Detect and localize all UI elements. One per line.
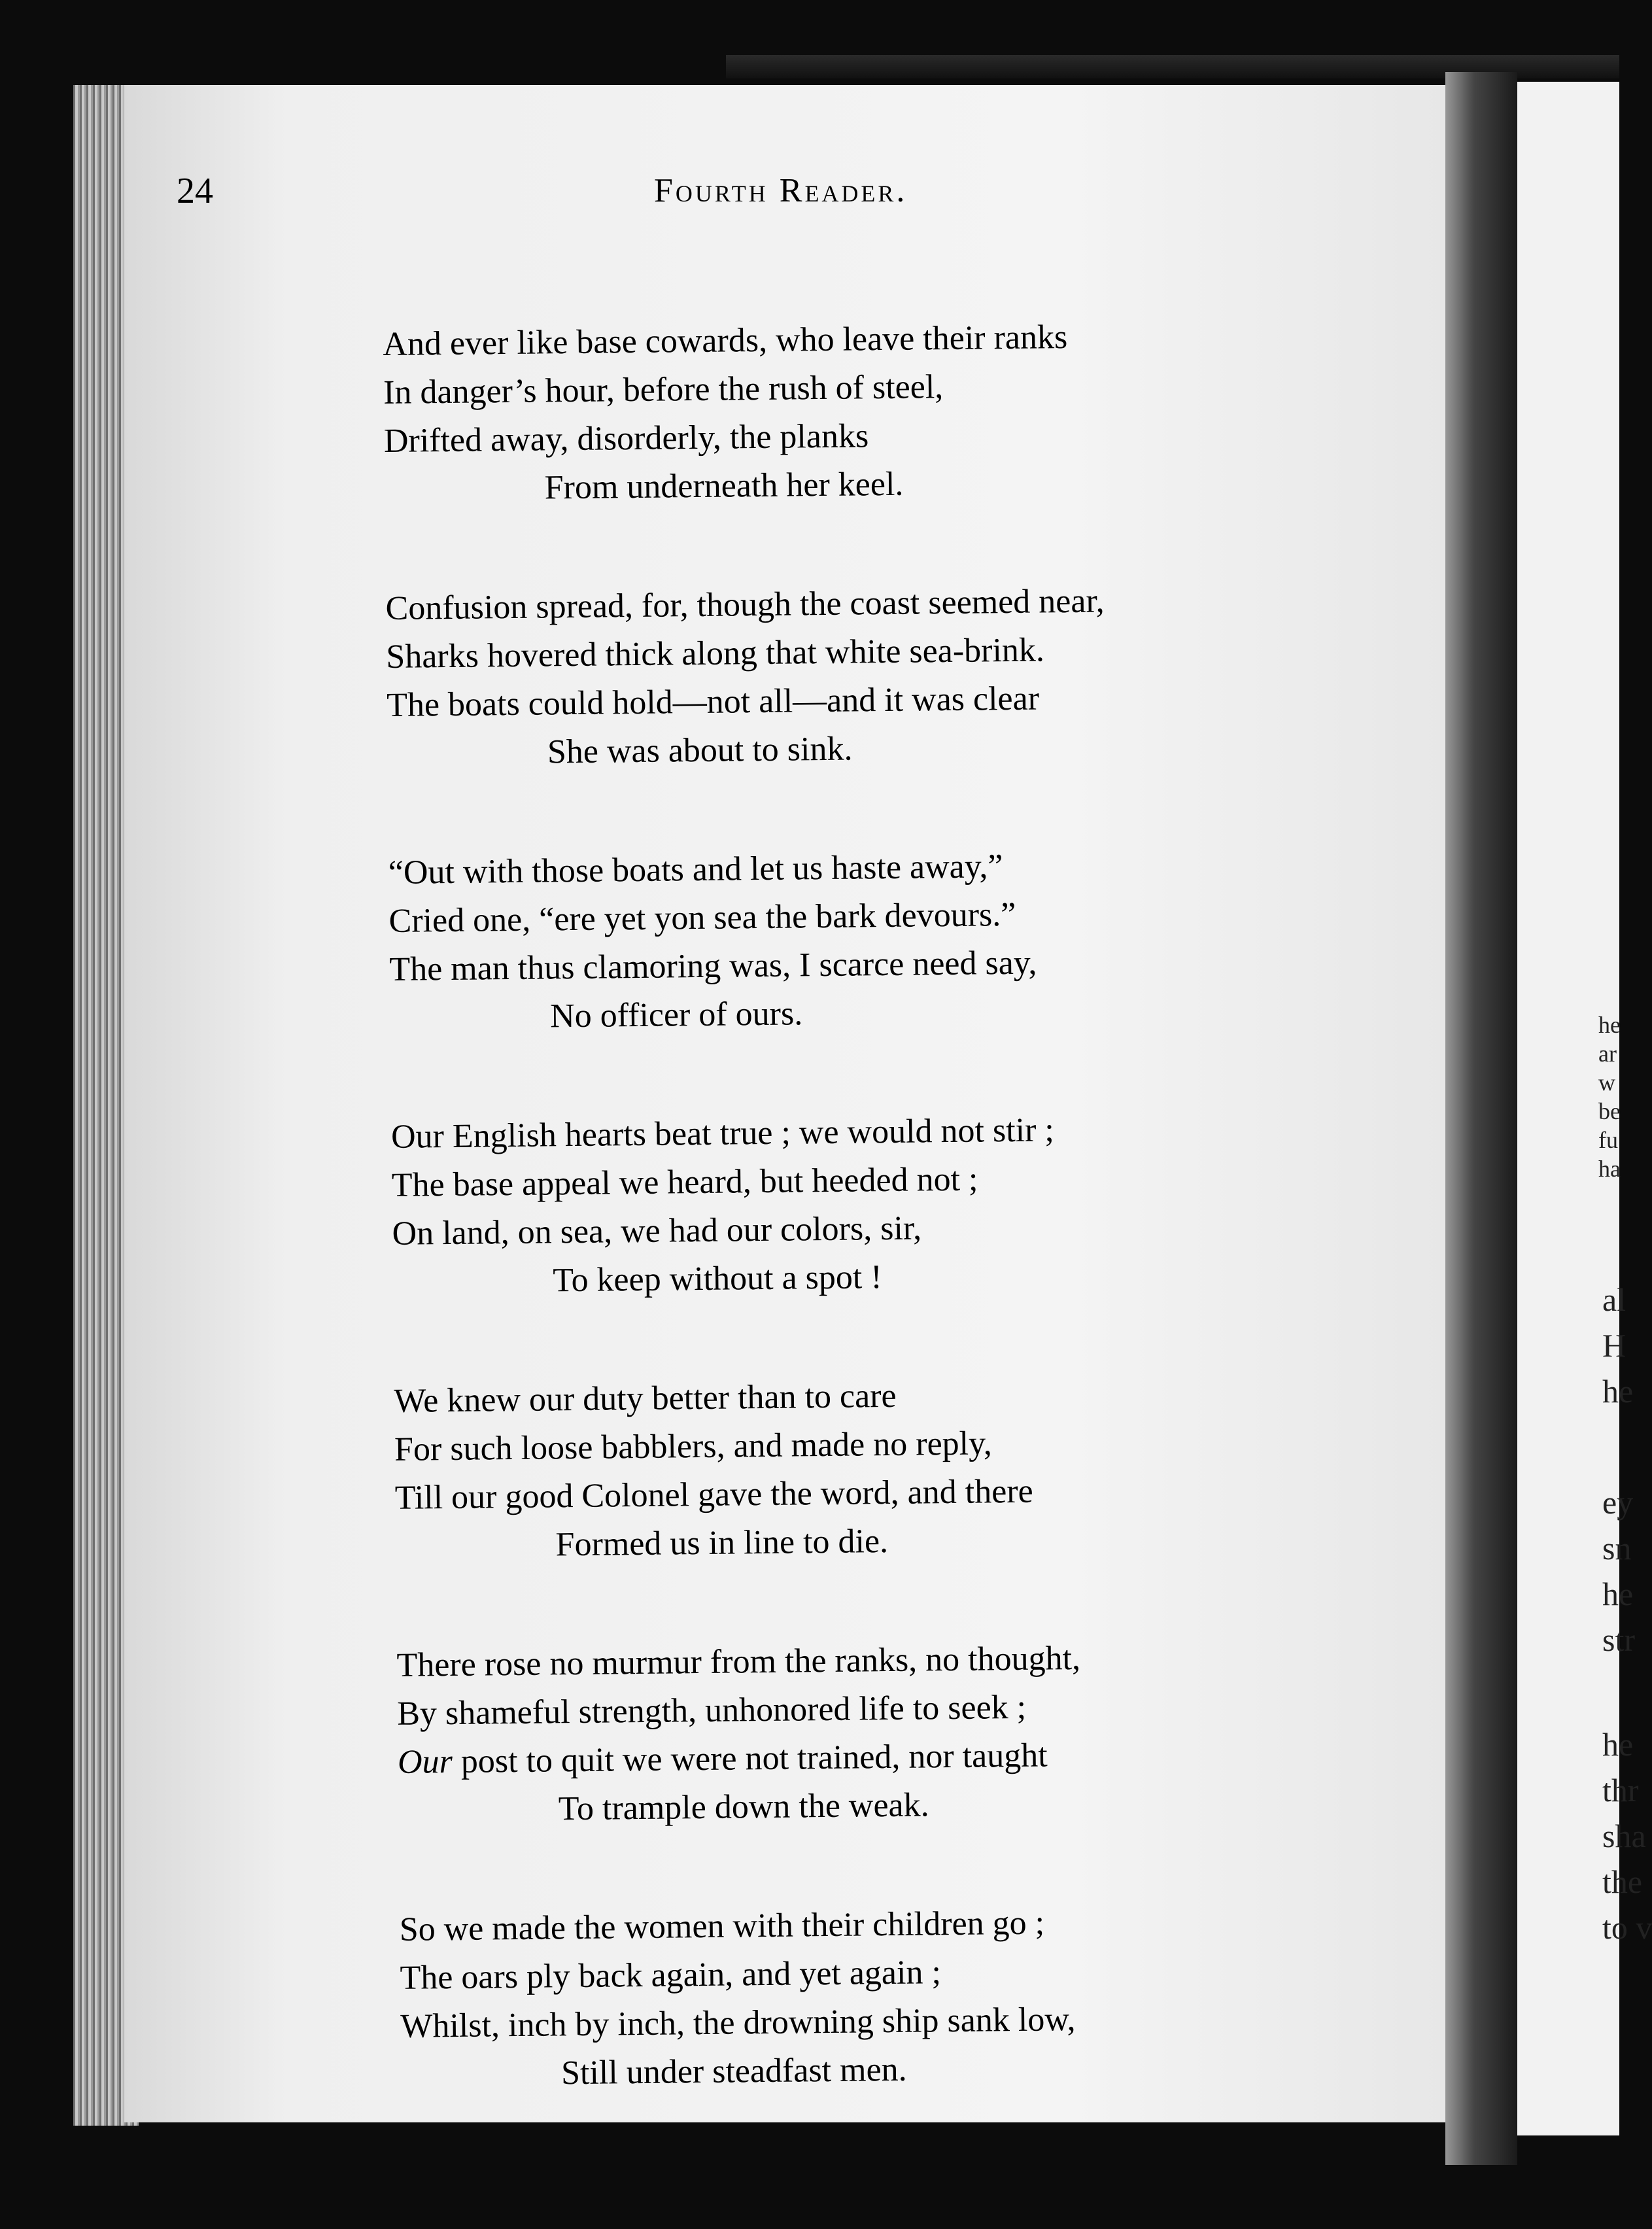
- book-gutter: [1445, 72, 1517, 2165]
- text-fragment: he: [1598, 1012, 1621, 1038]
- italic-word: Our: [397, 1743, 453, 1781]
- text-fragment: sha: [1602, 1818, 1646, 1854]
- text-fragment: ar: [1598, 1041, 1617, 1067]
- poem: [383, 310, 1383, 2170]
- text-fragment: he: [1602, 1726, 1634, 1763]
- text-fragment: he: [1602, 1576, 1634, 1612]
- next-page: [1517, 82, 1652, 2135]
- poem-line: She was about to sink.: [547, 730, 853, 771]
- poem-line: We knew our duty better than to care: [394, 1377, 897, 1420]
- poem-line: The boats could hold—not all—and it was clear: [386, 680, 1040, 724]
- line-rest: post to quit we were not trained, nor taught: [460, 1737, 1048, 1780]
- text-fragment: the: [1602, 1863, 1643, 1900]
- poem-line: Sharks hovered thick along that white sea-brink.: [386, 631, 1045, 676]
- poem-line: To keep without a spot !: [553, 1258, 882, 1300]
- text-fragment: be: [1598, 1098, 1621, 1124]
- poem-line: So we made the women with their children go ;: [399, 1904, 1045, 1948]
- poem-line: Our English hearts beat true ; we would not stir ;: [390, 1111, 1055, 1156]
- running-head: Fourth Reader.: [654, 172, 908, 209]
- poem-line: By shameful strength, unhonored life to seek ;: [397, 1688, 1027, 1733]
- text-fragment: he: [1602, 1373, 1634, 1409]
- poem-line: For such loose babblers, and made no reply,: [394, 1425, 992, 1468]
- text-fragment: thr: [1602, 1772, 1639, 1808]
- text-fragment: to v: [1602, 1909, 1652, 1946]
- stanza-5: [394, 1367, 1377, 1571]
- poem-line: Still under steadfast men.: [560, 2050, 907, 2092]
- poem-line: Formed us in line to die.: [555, 1523, 889, 1564]
- text-fragment: al: [1602, 1281, 1626, 1318]
- poem-line: To trample down the weak.: [558, 1786, 929, 1828]
- stanza-7: [399, 1895, 1382, 2099]
- poem-line: The base appeal we heard, but heeded not ;: [391, 1160, 978, 1204]
- poem-line: Confusion spread, for, though the coast seemed near,: [385, 582, 1105, 627]
- poem-line: The man thus clamoring was, I scarce need say,: [389, 944, 1037, 988]
- poem-line: Till our good Colonel gave the word, and there: [394, 1472, 1033, 1517]
- stanza-1: [383, 310, 1366, 514]
- text-fragment: str: [1602, 1621, 1635, 1658]
- poem-line: No officer of ours.: [549, 995, 803, 1035]
- text-fragment: H: [1602, 1327, 1626, 1364]
- stanza-3: [388, 838, 1371, 1043]
- poem-line: On land, on sea, we had our colors, sir,: [392, 1209, 922, 1253]
- text-fragment: w: [1598, 1069, 1615, 1096]
- text-fragment: ey: [1602, 1484, 1634, 1521]
- poem-line: From underneath her keel.: [544, 465, 904, 507]
- page-number: 24: [177, 171, 213, 211]
- poem-line: And ever like base cowards, who leave their ranks: [383, 319, 1068, 363]
- poem-line: There rose no murmur from the ranks, no thought,: [396, 1639, 1081, 1684]
- poem-line: The oars ply back again, and yet again ;: [400, 1954, 942, 1997]
- poem-line: Drifted away, disorderly, the planks: [383, 417, 869, 460]
- stanza-6: [396, 1631, 1379, 1835]
- poem-line: In danger’s hour, before the rush of steel,: [383, 368, 944, 411]
- poem-line: “Out with those boats and let us haste away,”: [388, 848, 1003, 891]
- text-fragment: fu: [1598, 1127, 1618, 1153]
- text-fragment: sn: [1602, 1530, 1632, 1566]
- text-fragment: ha: [1598, 1156, 1621, 1182]
- poem-line: Whilst, inch by inch, the drowning ship sank low,: [400, 2001, 1076, 2045]
- stanza-2: [385, 574, 1368, 778]
- stanza-4: [391, 1103, 1374, 1307]
- poem-line: Cried one, “ere yet yon sea the bark devours.”: [388, 895, 1016, 940]
